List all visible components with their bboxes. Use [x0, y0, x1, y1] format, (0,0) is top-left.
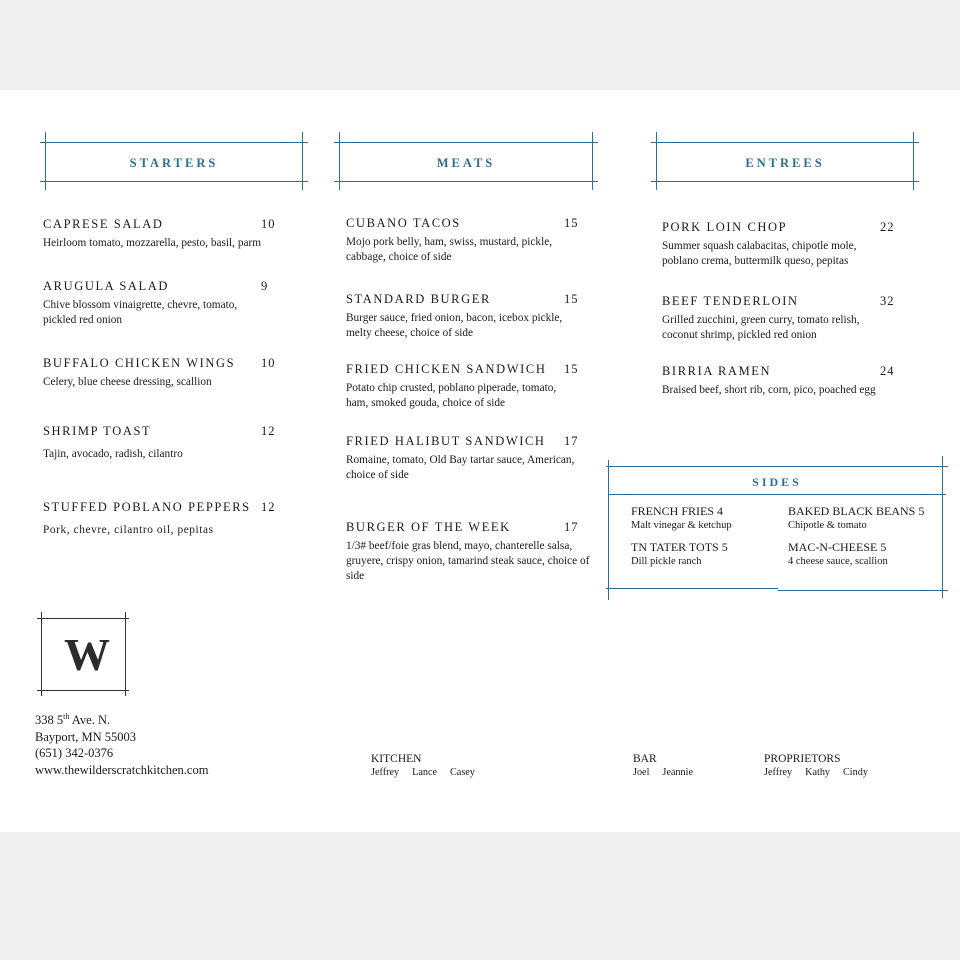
item-price: 10	[261, 217, 276, 231]
side-item	[631, 504, 732, 531]
staff-names	[633, 767, 706, 778]
side-item	[788, 504, 924, 531]
sides-box	[606, 456, 948, 600]
staff-name: Jeffrey	[371, 767, 400, 778]
item-price: 15	[564, 216, 579, 230]
side-item	[631, 540, 728, 567]
item-name: STANDARD BURGER	[346, 292, 491, 306]
city-state-zip: Bayport, MN 55003	[35, 729, 137, 744]
side-description: 4 cheese sauce, scallion	[788, 556, 888, 567]
menu-item	[662, 294, 902, 343]
item-name: BURGER OF THE WEEK	[346, 520, 511, 534]
menu-item	[43, 217, 283, 251]
menu-item	[43, 500, 283, 538]
item-name: CAPRESE SALAD	[43, 217, 164, 231]
item-price: 17	[564, 520, 579, 534]
menu-item	[43, 424, 283, 462]
item-name: PORK LOIN CHOP	[662, 220, 788, 234]
logo-letter: W	[64, 629, 102, 680]
item-name: BIRRIA RAMEN	[662, 364, 772, 378]
item-description: Grilled zucchini, green curry, tomato relish, coconut shrimp, pickled red onion	[662, 314, 860, 341]
staff-title: PROPRIETORS	[764, 753, 841, 765]
item-description: Potato chip crusted, poblano piperade, tomato, ham, smoked gouda, choice of side	[346, 382, 557, 409]
staff-name: Kathy	[805, 767, 831, 778]
item-price: 15	[564, 362, 579, 376]
staff-bar	[633, 753, 706, 778]
entrees-title: ENTREES	[745, 156, 825, 170]
staff-name: Casey	[450, 767, 475, 778]
address-block	[35, 709, 208, 778]
item-price: 10	[261, 356, 276, 370]
staff-proprietors	[764, 753, 881, 778]
side-name: BAKED BLACK BEANS 5	[788, 504, 925, 518]
logo	[33, 610, 133, 698]
meats-header	[334, 132, 598, 180]
staff-names	[371, 767, 488, 778]
item-description: Burger sauce, fried onion, bacon, icebox pickle, melty cheese, choice of side	[346, 312, 563, 339]
item-price: 15	[564, 292, 579, 306]
menu-item	[346, 520, 598, 584]
menu-item	[662, 364, 902, 398]
staff-name: Joel	[633, 767, 650, 778]
meats-title: MEATS	[436, 156, 496, 170]
item-description: Romaine, tomato, Old Bay tartar sauce, American, choice of side	[346, 454, 575, 481]
staff-title: KITCHEN	[371, 753, 422, 765]
staff-name: Cindy	[843, 767, 868, 778]
starters-title: STARTERS	[129, 156, 219, 170]
item-name: FRIED CHICKEN SANDWICH	[346, 362, 547, 376]
side-name: TN TATER TOTS 5	[631, 540, 728, 554]
starters-header	[40, 132, 308, 180]
item-name: FRIED HALIBUT SANDWICH	[346, 434, 546, 448]
staff-names	[764, 767, 881, 778]
item-name: CUBANO TACOS	[346, 216, 461, 230]
item-price: 17	[564, 434, 579, 448]
item-name: SHRIMP TOAST	[43, 424, 152, 438]
staff-kitchen	[371, 753, 488, 778]
item-name: BUFFALO CHICKEN WINGS	[43, 356, 236, 370]
item-name: ARUGULA SALAD	[43, 279, 170, 293]
item-name: STUFFED POBLANO PEPPERS	[43, 500, 251, 514]
item-description: Tajin, avocado, radish, cilantro	[43, 448, 183, 460]
item-price: 12	[261, 500, 276, 514]
side-item	[788, 540, 888, 567]
phone-number: (651) 342-0376	[35, 746, 114, 761]
street-address: 338 5th Ave. N.	[35, 712, 111, 728]
menu-item	[346, 434, 596, 483]
item-price: 22	[880, 220, 895, 234]
side-name: FRENCH FRIES 4	[631, 504, 724, 518]
item-price: 12	[261, 424, 276, 438]
item-description: Mojo pork belly, ham, swiss, mustard, pickle, cabbage, choice of side	[346, 236, 553, 263]
item-description: Braised beef, short rib, corn, pico, poached egg	[662, 384, 876, 396]
menu-item	[346, 362, 596, 411]
item-price: 32	[880, 294, 895, 308]
menu-page	[0, 90, 960, 832]
menu-item	[346, 216, 596, 265]
item-description: Celery, blue cheese dressing, scallion	[43, 376, 212, 388]
item-description: Pork, chevre, cilantro oil, pepitas	[43, 524, 214, 536]
staff-name: Lance	[412, 767, 437, 778]
side-name: MAC-N-CHEESE 5	[788, 540, 887, 554]
staff-name: Jeffrey	[764, 767, 793, 778]
item-price: 9	[261, 279, 269, 293]
menu-item	[43, 356, 283, 390]
staff-title: BAR	[633, 753, 657, 765]
side-description: Malt vinegar & ketchup	[631, 520, 732, 531]
menu-item	[662, 220, 902, 269]
sides-title: SIDES	[752, 475, 802, 489]
item-price: 24	[880, 364, 895, 378]
side-description: Chipotle & tomato	[788, 520, 867, 531]
side-description: Dill pickle ranch	[631, 556, 702, 567]
item-description: Summer squash calabacitas, chipotle mole, poblano crema, buttermilk queso, pepitas	[662, 240, 857, 267]
menu-item	[346, 292, 596, 341]
menu-item	[43, 279, 283, 328]
staff-name: Jeannie	[662, 767, 693, 778]
item-description: Chive blossom vinaigrette, chevre, tomato, pickled red onion	[43, 299, 238, 326]
entrees-header	[651, 132, 919, 180]
item-name: BEEF TENDERLOIN	[662, 294, 799, 308]
item-description: 1/3# beef/foie gras blend, mayo, chanterelle salsa, gruyere, crispy onion, tamarind steak sauce, choice of side	[346, 540, 590, 582]
item-description: Heirloom tomato, mozzarella, pesto, basil, parm	[43, 237, 262, 249]
website-link[interactable]: www.thewilderscratchkitchen.com	[35, 762, 209, 777]
